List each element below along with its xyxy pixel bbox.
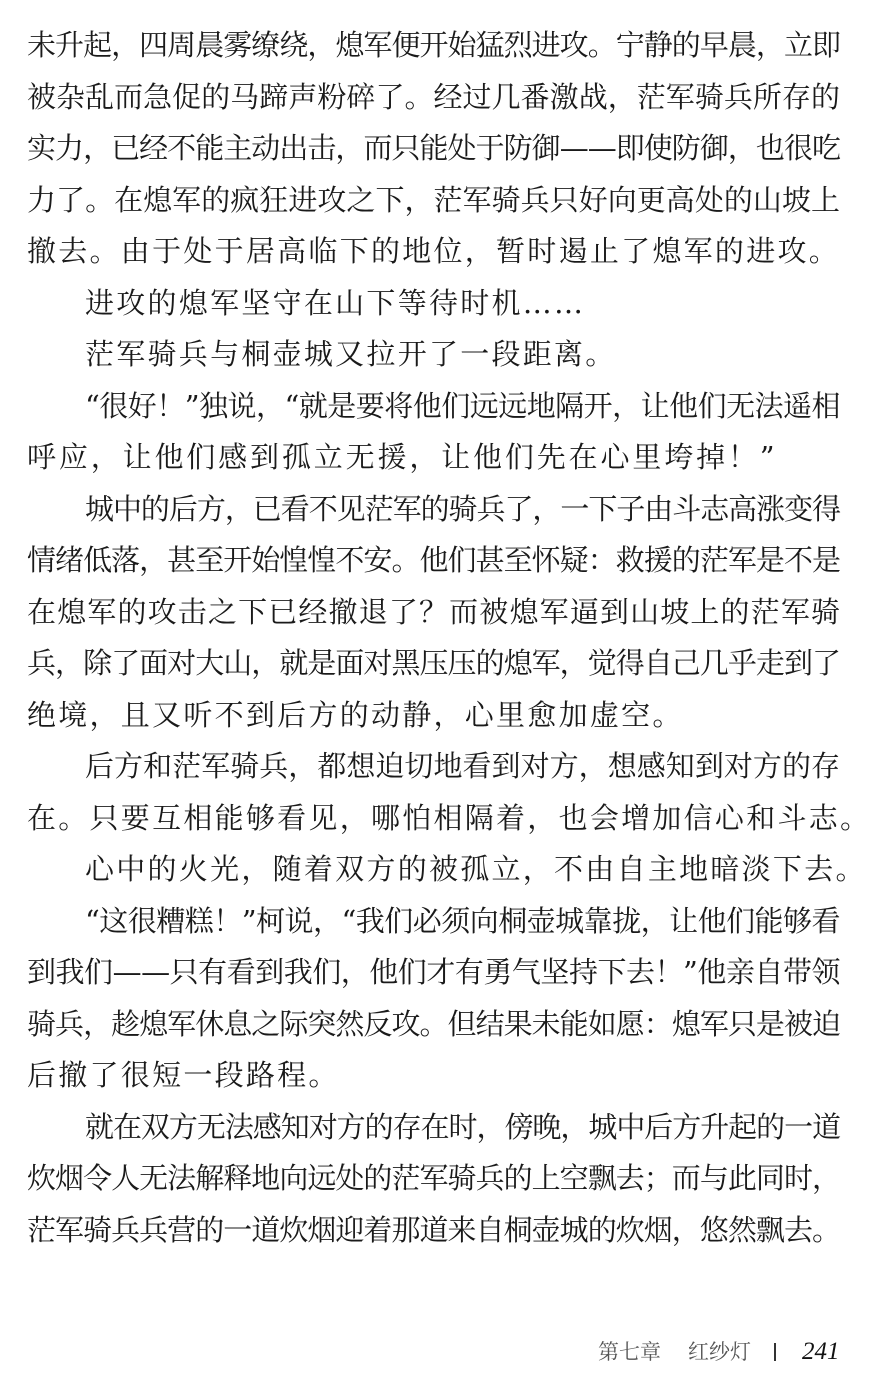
text-line: 炊烟令人无法解释地向远处的茫军骑兵的上空飘去；而与此同时， xyxy=(27,1161,840,1195)
text-line: 后撤了很短一段路程。 xyxy=(27,1058,340,1092)
text-line: 进攻的熄军坚守在山下等待时机…… xyxy=(85,285,586,320)
text-line: 城中的后方，已看不见茫军的骑兵了，一下子由斗志高涨变得 xyxy=(85,491,840,526)
page-number: 241 xyxy=(802,1338,840,1365)
footer-divider xyxy=(774,1343,776,1361)
text-line: “很好！”独说，“就是要将他们远远地隔开，让他们无法遥相 xyxy=(85,388,840,423)
text-line: 在。只要互相能够看见，哪怕相隔着，也会增加信心和斗志。 xyxy=(27,800,872,835)
chapter-label: 第七章 xyxy=(598,1340,661,1364)
text-line: 力了。在熄军的疯狂进攻之下，茫军骑兵只好向更高处的山坡上 xyxy=(27,182,840,217)
text-line: 到我们——只有看到我们，他们才有勇气坚持下去！”他亲自带领 xyxy=(27,955,840,989)
text-line: 兵，除了面对大山，就是面对黑压压的熄军，觉得自己几乎走到了 xyxy=(27,646,840,680)
text-line: 未升起，四周晨雾缭绕，熄军便开始猛烈进攻。宁静的早晨，立即 xyxy=(27,28,840,62)
text-line: 情绪低落，甚至开始惶惶不安。他们甚至怀疑：救援的茫军是不是 xyxy=(27,543,840,577)
text-line: 骑兵，趁熄军休息之际突然反攻。但结果未能如愿：熄军只是被迫 xyxy=(27,1006,840,1041)
text-line: “这很糟糕！”柯说，“我们必须向桐壶城靠拢，让他们能够看 xyxy=(85,903,840,938)
text-line: 就在双方无法感知对方的存在时，傍晚，城中后方升起的一道 xyxy=(85,1109,840,1144)
text-line: 在熄军的攻击之下已经撤退了？而被熄军逼到山坡上的茫军骑 xyxy=(27,594,840,629)
text-line: 绝境，且又听不到后方的动静，心里愈加虚空。 xyxy=(27,697,684,732)
text-line: 后方和茫军骑兵，都想迫切地看到对方，想感知到对方的存 xyxy=(85,749,840,783)
text-line: 心中的火光，随着双方的被孤立，不由自主地暗淡下去。 xyxy=(85,852,867,886)
text-line: 实力，已经不能主动出击，而只能处于防御——即使防御，也很吃 xyxy=(27,131,840,165)
text-line: 茫军骑兵兵营的一道炊烟迎着那道来自桐壶城的炊烟，悠然飘去。 xyxy=(27,1212,840,1247)
chapter-title: 红纱灯 xyxy=(688,1340,751,1364)
text-line: 撤去。由于处于居高临下的地位，暂时遏止了熄军的进攻。 xyxy=(27,234,841,268)
text-line: 茫军骑兵与桐壶城又拉开了一段距离。 xyxy=(85,337,617,371)
text-line: 呼应，让他们感到孤立无援，让他们先在心里垮掉！” xyxy=(27,440,778,474)
text-line: 被杂乱而急促的马蹄声粉碎了。经过几番激战，茫军骑兵所存的 xyxy=(27,79,840,114)
